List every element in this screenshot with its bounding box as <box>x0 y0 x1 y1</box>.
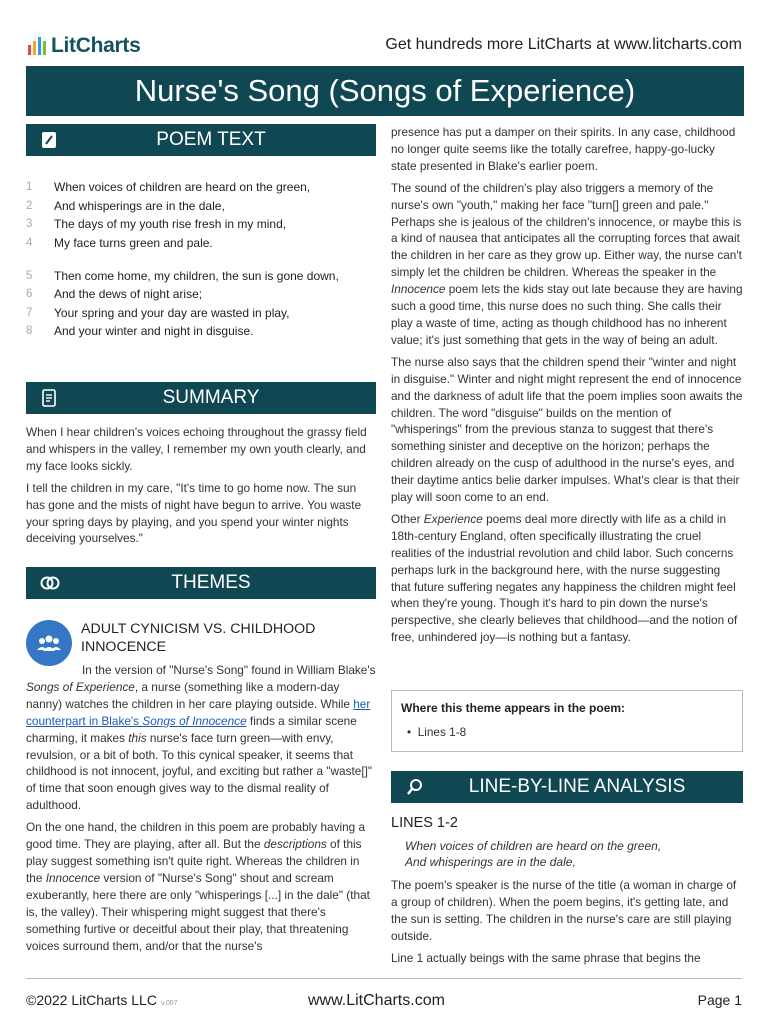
summary-paragraph: I tell the children in my care, "It's time to go home now. The sun has gone and the mists of night have begun to arrive. You waste your spring days by playing, and you spend your winter nights deceiving yourselves." <box>26 480 362 546</box>
theme-paragraph: In the version of "Nurse's Song" found in William Blake's Songs of Experience, a nurse (something like a modern-day nanny) watches the children in her care playing outside. While her counterpart in Blake's Songs of Innocence finds a similar scene charming, it makes this nurse's face turn green—with envy, revulsion, or a bit of both. To this cynical speaker, it seems that childhood is not innocent, joyful, and exciting but rather a "waste[]" of time that soon enough gives way to the dismal reality of adulthood. <box>26 663 376 813</box>
poem-line <box>26 285 376 304</box>
poem-line <box>26 234 376 253</box>
page-title: Nurse's Song (Songs of Experience) <box>26 66 744 116</box>
footer-site-link[interactable]: www.LitCharts.com <box>308 992 445 1009</box>
right-column <box>391 124 743 651</box>
summary-paragraph: When I hear children's voices echoing throughout the grassy field and whispers in the valley, I remember my own youth clearly, and my face looks sickly. <box>26 425 367 473</box>
theme-paragraph: Other Experience poems deal more directly with life as a child in 18th-century England, often specifically illustrating the cruel realities of the industrial revolution and child labor. Such concerns perhaps lurk in the background here, with the nurse suggesting that future suffering negates any happiness the children might feel when they're young. Though it's hard to pin down the nurse's perspective, she clearly believes that childhood—and the notion of free, unhindered joy—is nothing but a fantasy. <box>391 511 738 645</box>
theme-paragraph: The sound of the children's play also triggers a memory of the nurse's own "youth," making her face "turn[] green and pale." Perhaps she is jealous of the children's innocence, or maybe this is a kind of nausea that anticipates all the corrupting forces that await the children in her care as they grow up. Either way, the nurse can't simply let the children be children. Whereas the speaker in the Innocence poem lets the kids stay out late because they are having such a good time, this nurse does no such thing. She calls their play a waste of time, acting as though childhood has no inherent value; it's just something that gets in the way of being an adult. <box>391 180 743 347</box>
line-number: 2 <box>26 199 33 212</box>
line-text: And whisperings are in the dale, <box>54 198 225 213</box>
line-text: And your winter and night in disguise. <box>54 324 254 339</box>
logo-text: LitCharts <box>51 34 141 57</box>
theme-title: ADULT CYNICISM VS. CHILDHOOD INNOCENCE <box>81 621 316 655</box>
quote-line: When voices of children are heard on the green, <box>405 839 662 853</box>
poem-line <box>26 322 376 341</box>
poem-text <box>26 178 376 341</box>
litcharts-logo[interactable] <box>28 34 140 58</box>
line-number: 5 <box>26 269 33 282</box>
summary-text <box>26 424 376 552</box>
analysis-paragraph: The poem's speaker is the nurse of the title (a woman in charge of a group of children). When the poem begins, it's getting late, and the sun is setting. The children in the nurse's care are still playing outside. <box>391 878 737 943</box>
header-cta-text: Get hundreds more LitCharts at www.litcharts.com <box>385 36 742 53</box>
summary-document-icon <box>40 389 60 407</box>
poem-line <box>26 304 376 323</box>
line-text: Your spring and your day are wasted in play, <box>54 305 290 320</box>
line-number: 4 <box>26 237 33 250</box>
poem-line <box>26 266 376 285</box>
section-poem-text <box>26 124 376 156</box>
section-title: LINE-BY-LINE ANALYSIS <box>468 776 686 797</box>
lines-heading: LINES 1-2 <box>391 815 458 831</box>
section-themes <box>26 567 376 599</box>
analysis-paragraph: Line 1 actually beings with the same phrase that begins the <box>391 950 701 965</box>
poem-quote <box>405 838 661 870</box>
theme-text <box>26 662 376 959</box>
line-text: When voices of children are heard on the green, <box>54 180 311 195</box>
footer-divider <box>26 978 742 979</box>
box-list-item: • Lines 1-8 <box>407 725 467 739</box>
section-title: THEMES <box>171 572 251 593</box>
line-number: 1 <box>26 181 33 194</box>
line-text: And the dews of night arise; <box>54 287 203 302</box>
line-text: The days of my youth rise fresh in my mind, <box>54 217 287 232</box>
poem-line <box>26 215 376 234</box>
line-number: 3 <box>26 218 33 231</box>
theme-paragraph: presence has put a damper on their spirits. In any case, childhood no longer quite seems like the totally carefree, happy-go-lucky state presented in Blake's earlier poem. <box>391 125 736 173</box>
line-text: My face turns green and pale. <box>54 236 213 251</box>
analysis-text <box>391 877 743 972</box>
line-number: 7 <box>26 306 33 319</box>
version-label: v.007 <box>160 1000 178 1007</box>
page-number: Page 1 <box>697 992 742 1008</box>
section-line-analysis <box>391 771 743 803</box>
quote-line: And whisperings are in the dale, <box>405 855 576 869</box>
theme-paragraph: The nurse also says that the children spend their "winter and night in disguise." Winter and night might represent the end of innocence and the darkness of adult life that the poem implies soon awaits the children. The word "disguise" builds on the mention of "whisperings" from the previous stanza to suggest that there's something sinister and deceptive on the horizon; perhaps the children already on the cusp of adulthood in the nurse's eyes, and their daytime antics belie darker impulses. What's clear is that their play will soon come to an end. <box>391 354 743 505</box>
section-title: SUMMARY <box>162 387 260 408</box>
magnifier-book-icon <box>405 778 425 796</box>
people-group-icon <box>26 620 72 666</box>
poem-line <box>26 197 376 216</box>
theme-paragraph: On the one hand, the children in this poem are probably having a good time. They are playing, after all. But the descriptions of this play suggest something isn't quite right. Whereas the children in the Innocence version of "Nurse's Song" shout and scream exuberantly, here there are only "whisperings [...] in the dale" (that is, the valley). Their whispering might suggest that there's something furtive or deceitful about their play, that threatening voices surround them, and/or that the nurse's <box>26 820 370 953</box>
innocence-counterpart-link[interactable]: her counterpart in Blake's Songs of Innocence <box>26 696 371 728</box>
box-title: Where this theme appears in the poem: <box>401 701 626 715</box>
logo-bars-icon <box>28 37 46 55</box>
poem-line <box>26 178 376 197</box>
section-summary <box>26 382 376 414</box>
page-header <box>28 30 742 64</box>
theme-appears-box <box>391 690 743 752</box>
footer-copyright: ©2022 LitCharts LLC v.007 <box>26 992 178 1008</box>
line-text: Then come home, my children, the sun is gone down, <box>54 268 339 283</box>
line-number: 6 <box>26 288 33 301</box>
themes-rings-icon <box>40 574 60 592</box>
section-title: POEM TEXT <box>156 129 266 150</box>
line-number: 8 <box>26 325 33 338</box>
poem-book-icon <box>40 131 60 149</box>
